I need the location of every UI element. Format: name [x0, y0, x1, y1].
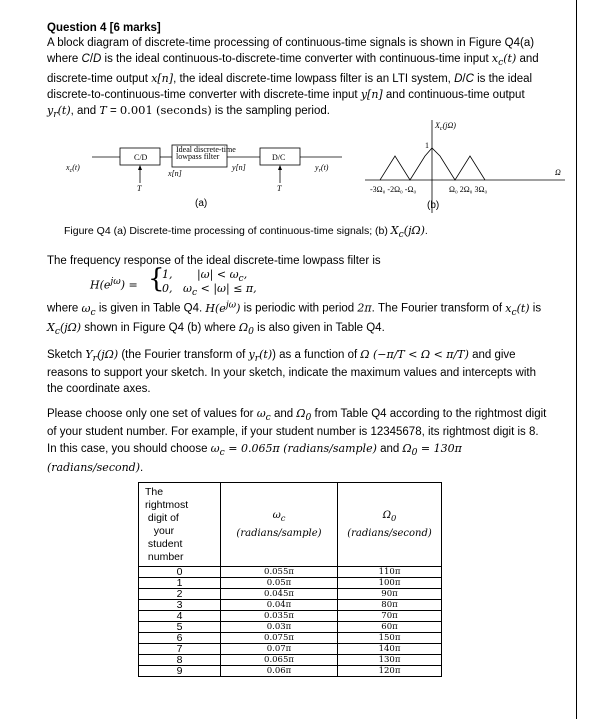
- header-digit: The rightmost digit of your student number: [139, 483, 221, 567]
- table-row: [139, 611, 442, 622]
- figure-caption: Figure Q4 (a) Discrete-time processing of continuous-time signals; (b) $X_c(j\Omega)$.: [64, 224, 428, 241]
- lpf-label-1: Ideal discrete-time: [176, 145, 236, 154]
- spectrum-plot: [360, 118, 570, 218]
- cell-omega-0: 90π: [338, 589, 442, 600]
- cell-omega-c: 0.045π: [221, 589, 338, 600]
- cell-omega-0: 70π: [338, 611, 442, 622]
- cell-digit: 0: [139, 567, 221, 578]
- t-label-2: T: [277, 184, 282, 193]
- cell-digit: 4: [139, 611, 221, 622]
- freq-where: where $\omega_c$ is given in Table Q4. $H(e^{j\omega})$ is periodic with period 2π. The Fourier transform of $x_c(t)$ is $X_c(j\Omega)$ shown in Figure Q4 (b) where $\Omega_0$ is also given in Table Q4.: [47, 299, 542, 338]
- yn-label: y[n]: [232, 163, 246, 172]
- document-page: Question 4 [6 marks] A block diagram of discrete-time processing of continuous-time signals is shown in Figure Q4(a) where C/D is the ideal continuous-to-discrete-time converter with continuous-time input $x_c(t)$ and discrete-time output x[n], the ideal discrete-time lowpass filter is an LTI system, D/C is the ideal discrete-to-continuous-time converter with discrete-time input y[n] and continuous-time output $y_r(t)$, and T = 0.001 (seconds) is the sampling period. C/D Ideal discrete-time lowpass filter D/C $x_c(t)$ x[n] y[n] $y_r(t)$ T T (a) $X_c(j\Omega)$ 1 Ω -3Ω₀ -2Ω₀ -Ω₀ Ω₀ 2Ω₀ 3Ω₀ (b) Figure Q4 (a) Discrete-time processing of continuous-time signals; (b) $X_c(j\Omega)$. The frequency response of the ideal discrete-time lowpass filter is $H(e^{j\omega})$ = { 1, $|\omega| < \omega_c$, 0, $\omega_c < |\omega| \le \pi$, where $\omega_c$ is given in Table Q4. $H(e^{j\omega})$ is periodic with period 2π. The Fourier transform of $x_c(t)$ is $X_c(j\Omega)$ shown in Figure Q4 (b) where $\Omega_0$ is also given in Table Q4. Sketch $Y_r(j\Omega)$ (the Fourier transform of $y_r(t)$) as a function of Ω (−π/T < Ω < π/T) and give reasons to support your sketch. In your sketch, indicate the maximum values and intercepts with the coordinate axes. Please choose only one set of values for $\omega_c$ and $\Omega_0$ from Table Q4 according to the rightmost digit of your student number. For example, if your student number is 12345678, its rightmost digit is 8. In this case, you should choose $\omega_c = 0.065\pi$ (radians/sample) and $\Omega_0 = 130\pi$ (radians/second). The rightmost digit of your student number $\omega_c$ (radians/sample) $\Omega_0$ (radians/second) 0 0.055π 110π 1 0.05π 100π 2 0.045π 90π 3 0.04π 80π 4 0.035π 70π 5 0.03π 60π 6 0.075π 150π 7 0.07π 140π 8 0.065π 130π 9 0.06π 120π: [0, 0, 577, 719]
- cell-omega-c: 0.07π: [221, 644, 338, 655]
- choice-paragraph: Please choose only one set of values for $\omega_c$ and $\Omega_0$ from Table Q4 according to the rightmost digit of your student number. For example, if your student number is 12345678, its rightmost digit is 8. In this case, you should choose $\omega_c = 0.065\pi$ (radians/sample) and $\Omega_0 = 130\pi$ (radians/second).: [47, 407, 547, 475]
- cell-digit: 1: [139, 578, 221, 589]
- cell-omega-c: 0.06π: [221, 666, 338, 677]
- cell-omega-c: 0.04π: [221, 600, 338, 611]
- cell-omega-0: 80π: [338, 600, 442, 611]
- table-row: [139, 644, 442, 655]
- table-row: [139, 655, 442, 666]
- xn-label: x[n]: [168, 169, 182, 178]
- cell-digit: 8: [139, 655, 221, 666]
- yr-label: $y_r(t)$: [315, 163, 329, 174]
- table-row: [139, 622, 442, 633]
- t-label-1: T: [137, 184, 142, 193]
- sketch-task: Sketch $Y_r(j\Omega)$ (the Fourier transform of $y_r(t)$) as a function of Ω (−π/T < Ω < π/T) and give reasons to support your sketch. In your sketch, indicate the maximum values and intercepts with the coordinate axes.: [47, 348, 536, 395]
- table-q4: [138, 482, 442, 677]
- cd-label: C/D: [134, 153, 148, 162]
- table-body: [139, 567, 442, 677]
- omega-label: Ω: [555, 168, 561, 177]
- dc-label: D/C: [272, 153, 286, 162]
- cell-omega-c: 0.065π: [221, 655, 338, 666]
- cell-omega-0: 140π: [338, 644, 442, 655]
- spectrum-trace: [380, 148, 485, 180]
- cell-omega-c: 0.05π: [221, 578, 338, 589]
- cell-digit: 2: [139, 589, 221, 600]
- cell-omega-0: 100π: [338, 578, 442, 589]
- table-row: [139, 600, 442, 611]
- cell-omega-0: 60π: [338, 622, 442, 633]
- lpf-label-2: lowpass filter: [176, 152, 220, 161]
- cell-omega-c: 0.035π: [221, 611, 338, 622]
- table-row: [139, 578, 442, 589]
- ticks-left: -3Ω₀ -2Ω₀ -Ω₀: [370, 185, 417, 194]
- cell-omega-0: 150π: [338, 633, 442, 644]
- ticks-right: Ω₀ 2Ω₀ 3Ω₀: [449, 185, 488, 194]
- header-omega-c: $\omega_c$ (radians/sample): [221, 483, 338, 567]
- table-row: [139, 567, 442, 578]
- panel-b-label: (b): [427, 200, 440, 211]
- panel-a-label: (a): [195, 198, 208, 208]
- question-title: Question 4 [6 marks]: [47, 22, 161, 34]
- y-axis-label: $X_c(j\Omega)$: [435, 121, 456, 132]
- cell-digit: 9: [139, 666, 221, 677]
- cell-digit: 3: [139, 600, 221, 611]
- table-row: [139, 589, 442, 600]
- cell-digit: 6: [139, 633, 221, 644]
- table-row: [139, 666, 442, 677]
- cell-omega-c: 0.03π: [221, 622, 338, 633]
- cell-omega-c: 0.055π: [221, 567, 338, 578]
- cell-omega-0: 120π: [338, 666, 442, 677]
- xc-label: $x_c(t)$: [66, 163, 80, 174]
- cell-omega-c: 0.075π: [221, 633, 338, 644]
- header-omega-0: $\Omega_0$ (radians/second): [338, 483, 442, 567]
- cell-digit: 7: [139, 644, 221, 655]
- block-diagram: [60, 128, 360, 208]
- intro-paragraph: A block diagram of discrete-time processing of continuous-time signals is shown in Figure Q4(a) where C/D is the ideal continuous-to-discrete-time converter with continuous-time input $x_c(t)$ and discrete-time output x[n], the ideal discrete-time lowpass filter is an LTI system, D/C is the ideal discrete-to-continuous-time converter with discrete-time input y[n] and continuous-time output $y_r(t)$, and T = 0.001 (seconds) is the sampling period.: [47, 37, 539, 121]
- peak-label: 1: [425, 141, 429, 150]
- table-row: [139, 633, 442, 644]
- cell-digit: 5: [139, 622, 221, 633]
- freq-lead: The frequency response of the ideal discrete-time lowpass filter is: [47, 255, 381, 267]
- cell-omega-0: 110π: [338, 567, 442, 578]
- cell-omega-0: 130π: [338, 655, 442, 666]
